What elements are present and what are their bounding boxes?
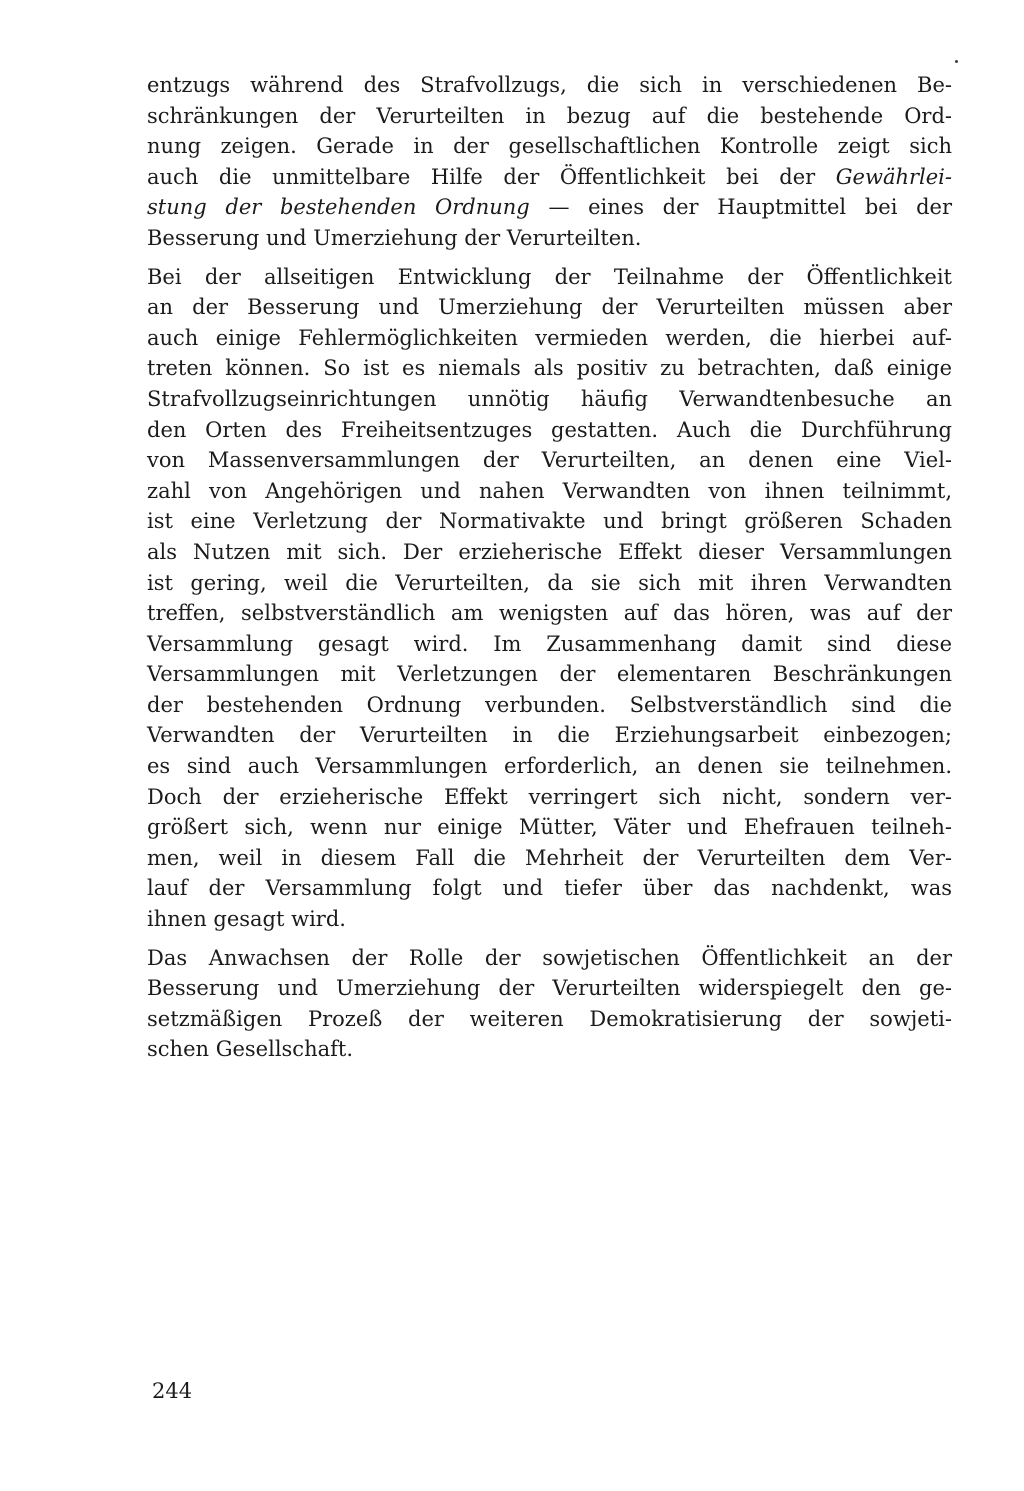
text-line: Besserung und Umerziehung der Verurteilten widerspiegelt den ge- (147, 976, 952, 1001)
text-line: ist gering, weil die Verurteilten, da sie sich mit ihren Verwandten (147, 570, 952, 595)
text-line: als Nutzen mit sich. Der erzieherische Effekt dieser Versammlungen (147, 539, 952, 564)
text-line: auch einige Fehlermöglichkeiten vermieden werden, die hierbei auf- (147, 325, 952, 350)
text-line: an der Besserung und Umerziehung der Verurteilten müssen aber (147, 295, 952, 320)
text-line: von Massenversammlungen der Verurteilten, an denen eine Viel- (147, 448, 952, 473)
body-text (147, 70, 952, 1065)
text-line: den Orten des Freiheitsentzuges gestatten. Auch die Durchführung (147, 417, 952, 442)
text-line: nung zeigen. Gerade in der gesellschaftlichen Kontrolle zeigt sich (147, 134, 952, 159)
text-line: Das Anwachsen der Rolle der sowjetischen Öffentlichkeit an der (147, 945, 952, 970)
text-line: Versammlungen mit Verletzungen der elementaren Beschränkungen (147, 662, 952, 687)
text-line: schen Gesellschaft. (147, 1037, 354, 1062)
text-line: zahl von Angehörigen und nahen Verwandten von ihnen teilnimmt, (147, 478, 952, 503)
text-line (147, 192, 952, 223)
text-line: der bestehenden Ordnung verbunden. Selbstverständlich sind die (147, 692, 952, 717)
text-line: Verwandten der Verurteilten in die Erziehungsarbeit einbezogen; (147, 723, 952, 748)
paragraph-1 (147, 70, 952, 254)
emphasis-text: Gewährlei- (835, 164, 952, 189)
text-line: schränkungen der Verurteilten in bezug auf die bestehende Ord- (147, 103, 952, 128)
paragraph-3 (147, 943, 952, 1065)
print-speck (955, 60, 958, 63)
text-segment: — eines der Hauptmittel bei der (529, 195, 952, 220)
emphasis-text: stung der bestehenden Ordnung (147, 195, 530, 220)
text-segment: auch die unmittelbare Hilfe der Öffentlichkeit bei der (147, 164, 836, 189)
text-line: entzugs während des Strafvollzugs, die sich in verschiedenen Be- (147, 73, 952, 97)
text-line: treffen, selbstverständlich am wenigsten auf das hören, was auf der (147, 601, 952, 626)
paragraph-2 (147, 262, 952, 935)
text-line: Bei der allseitigen Entwicklung der Teilnahme der Öffentlichkeit (147, 264, 952, 289)
text-line: Strafvollzugseinrichtungen unnötig häufig Verwandtenbesuche an (147, 386, 952, 411)
text-line (147, 162, 952, 193)
text-line: treten können. So ist es niemals als positiv zu betrachten, daß einige (147, 356, 952, 381)
text-line: Doch der erzieherische Effekt verringert sich nicht, sondern ver- (147, 784, 952, 809)
text-line: setzmäßigen Prozeß der weiteren Demokratisierung der sowjeti- (147, 1006, 952, 1031)
text-line: lauf der Versammlung folgt und tiefer über das nachdenkt, was (147, 876, 952, 901)
text-line: es sind auch Versammlungen erforderlich, an denen sie teilnehmen. (147, 754, 952, 779)
text-line: men, weil in diesem Fall die Mehrheit der Verurteilten dem Ver- (147, 845, 952, 870)
text-line: Besserung und Umerziehung der Verurteilten. (147, 225, 642, 250)
text-line: größert sich, wenn nur einige Mütter, Väter und Ehefrauen teilneh- (147, 815, 952, 840)
page-number: 244 (152, 1379, 193, 1403)
text-line: Versammlung gesagt wird. Im Zusammenhang damit sind diese (147, 631, 952, 656)
text-line: ist eine Verletzung der Normativakte und bringt größeren Schaden (147, 509, 952, 534)
text-line: ihnen gesagt wird. (147, 907, 346, 932)
